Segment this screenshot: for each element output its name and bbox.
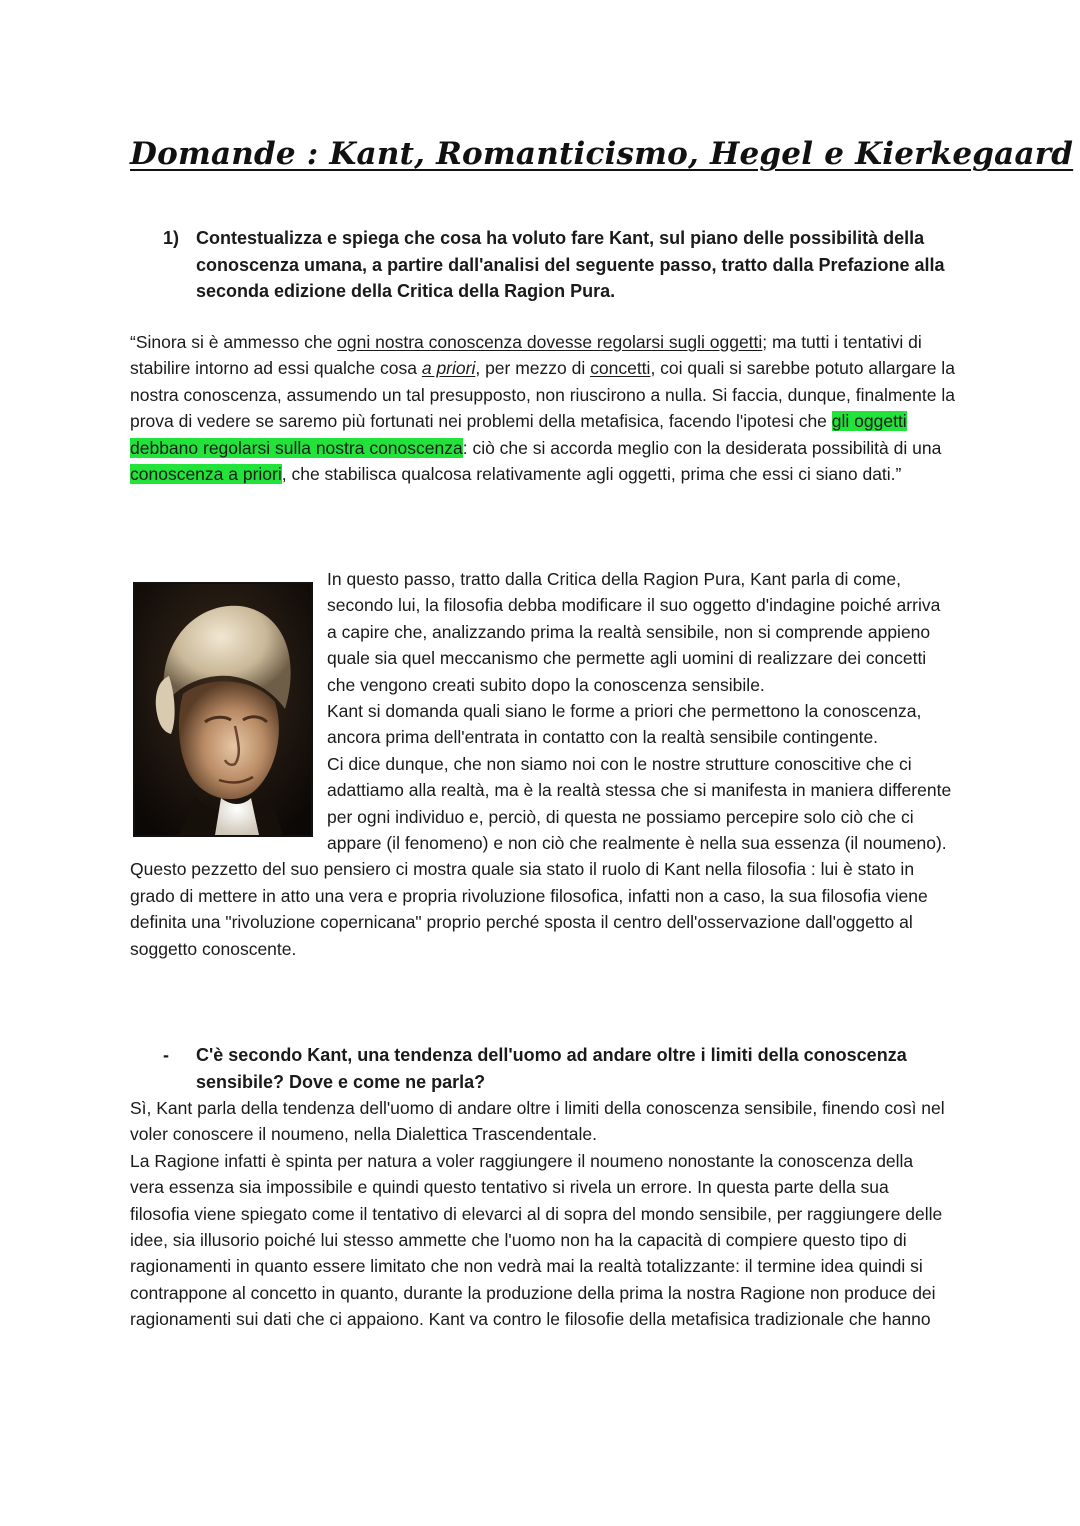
quote-underline: ogni nostra conoscenza dovesse regolarsi sugli oggetti xyxy=(337,332,763,352)
answer-2 xyxy=(130,1095,952,1333)
question-1 xyxy=(163,225,953,305)
answer-paragraph: Questo pezzetto del suo pensiero ci mostra quale sia stato il ruolo di Kant nella filosofia : lui è stato in grado di mettere in atto una vera e propria rivoluzione filosofica, infatti non a caso, la sua filosofia viene definita una "rivoluzione copernicana" proprio perché sposta il centro dell'osservazione dall'oggetto al soggetto conoscente. xyxy=(130,859,928,959)
quote-text: ; ma tutti i tentativi di stabilire intorno ad essi qualche cosa xyxy=(130,332,922,379)
quote-text: “Sinora si è ammesso che xyxy=(130,332,338,352)
quote-text: , per mezzo di xyxy=(475,358,591,379)
answer-paragraph: Kant si domanda quali siano le forme a priori che permettono la conoscenza, ancora prima dell'entrata in contatto con la realtà sensibile contingente. xyxy=(327,701,922,748)
question-number: 1) xyxy=(163,228,180,248)
kant-quote xyxy=(130,329,955,487)
question-2 xyxy=(163,1042,953,1095)
answer-paragraph: In questo passo, tratto dalla Critica della Ragion Pura, Kant parla di come, secondo lui, la filosofia debba modificare il suo oggetto d'indagine poiché arriva a capire che, analizzando prima la realtà sensibile, non si comprende appieno quale sia quel meccanismo che permette agli uomini di realizzare dei concetti che vengono creati subito dopo la conoscenza sensibile. xyxy=(327,569,941,695)
page-title: Domande : Kant, Romanticismo, Hegel e Kierkegaard xyxy=(130,136,1074,172)
answer-1 xyxy=(130,566,952,962)
quote-underline: a priori xyxy=(421,358,476,379)
question-text: C'è secondo Kant, una tendenza dell'uomo ad andare oltre i limiti della conoscenza sensibile? Dove e come ne parla? xyxy=(196,1045,907,1092)
quote-highlight: gli oggetti debbano regolarsi sulla nostra conoscenza xyxy=(130,411,907,458)
portrait-wrap-spacer xyxy=(130,566,327,853)
quote-highlight: conoscenza a priori xyxy=(130,464,282,485)
answer-paragraph: Sì, Kant parla della tendenza dell'uomo di andare oltre i limiti della conoscenza sensibile, finendo così nel voler conoscere il noumeno, nella Dialettica Trascendentale. xyxy=(130,1098,945,1145)
quote-underline: concetti xyxy=(590,358,651,379)
question-text: Contestualizza e spiega che cosa ha voluto fare Kant, sul piano delle possibilità della conoscenza umana, a partire dall'analisi del seguente passo, tratto dalla Prefazione alla seconda edizione della Critica della Ragion Pura. xyxy=(196,228,945,301)
quote-text: , che stabilisca qualcosa relativamente agli oggetti, prima che essi ci siano dati.” xyxy=(281,464,902,485)
question-bullet: - xyxy=(163,1045,169,1065)
answer-paragraph: La Ragione infatti è spinta per natura a voler raggiungere il noumeno nonostante la conoscenza della vera essenza sia impossibile e quindi questo tentativo si rivela un errore. In questa parte della sua filosofia viene spiegato come il tentativo di elevarci al di sopra del mondo sensibile, per raggiungere delle idee, sia illusorio poiché lui stesso ammette che l'uomo non ha la capacità di compiere questo tipo di ragionamenti in quanto essere limitato che non vedrà mai la realtà totalizzante: il termine idea quindi si contrappone al concetto in quanto, durante la produzione della prima la nostra Ragione non produce dei ragionamenti sui dati che ci appaiono. Kant va contro le filosofie della metafisica tradizionale che hanno xyxy=(130,1150,943,1330)
answer-paragraph: Ci dice dunque, che non siamo noi con le nostre strutture conoscitive che ci adattiamo alla realtà, ma è la realtà stessa che si manifesta in maniera differente per ogni individuo e, perciò, di questa ne possiamo percepire solo ciò che ci appare (il fenomeno) e non ciò che realmente è nella sua essenza (il noumeno). xyxy=(327,753,952,854)
quote-text: : ciò che si accorda meglio con la desiderata possibilità di una xyxy=(462,437,942,458)
quote-text: , coi quali si sarebbe potuto allargare la nostra conoscenza, assumendo un tal presupposto, non riuscirono a nulla. Si faccia, dunque, finalmente la prova di vedere se saremo più fortunati nei problemi della metafisica, facendo l'ipotesi che xyxy=(130,358,955,432)
